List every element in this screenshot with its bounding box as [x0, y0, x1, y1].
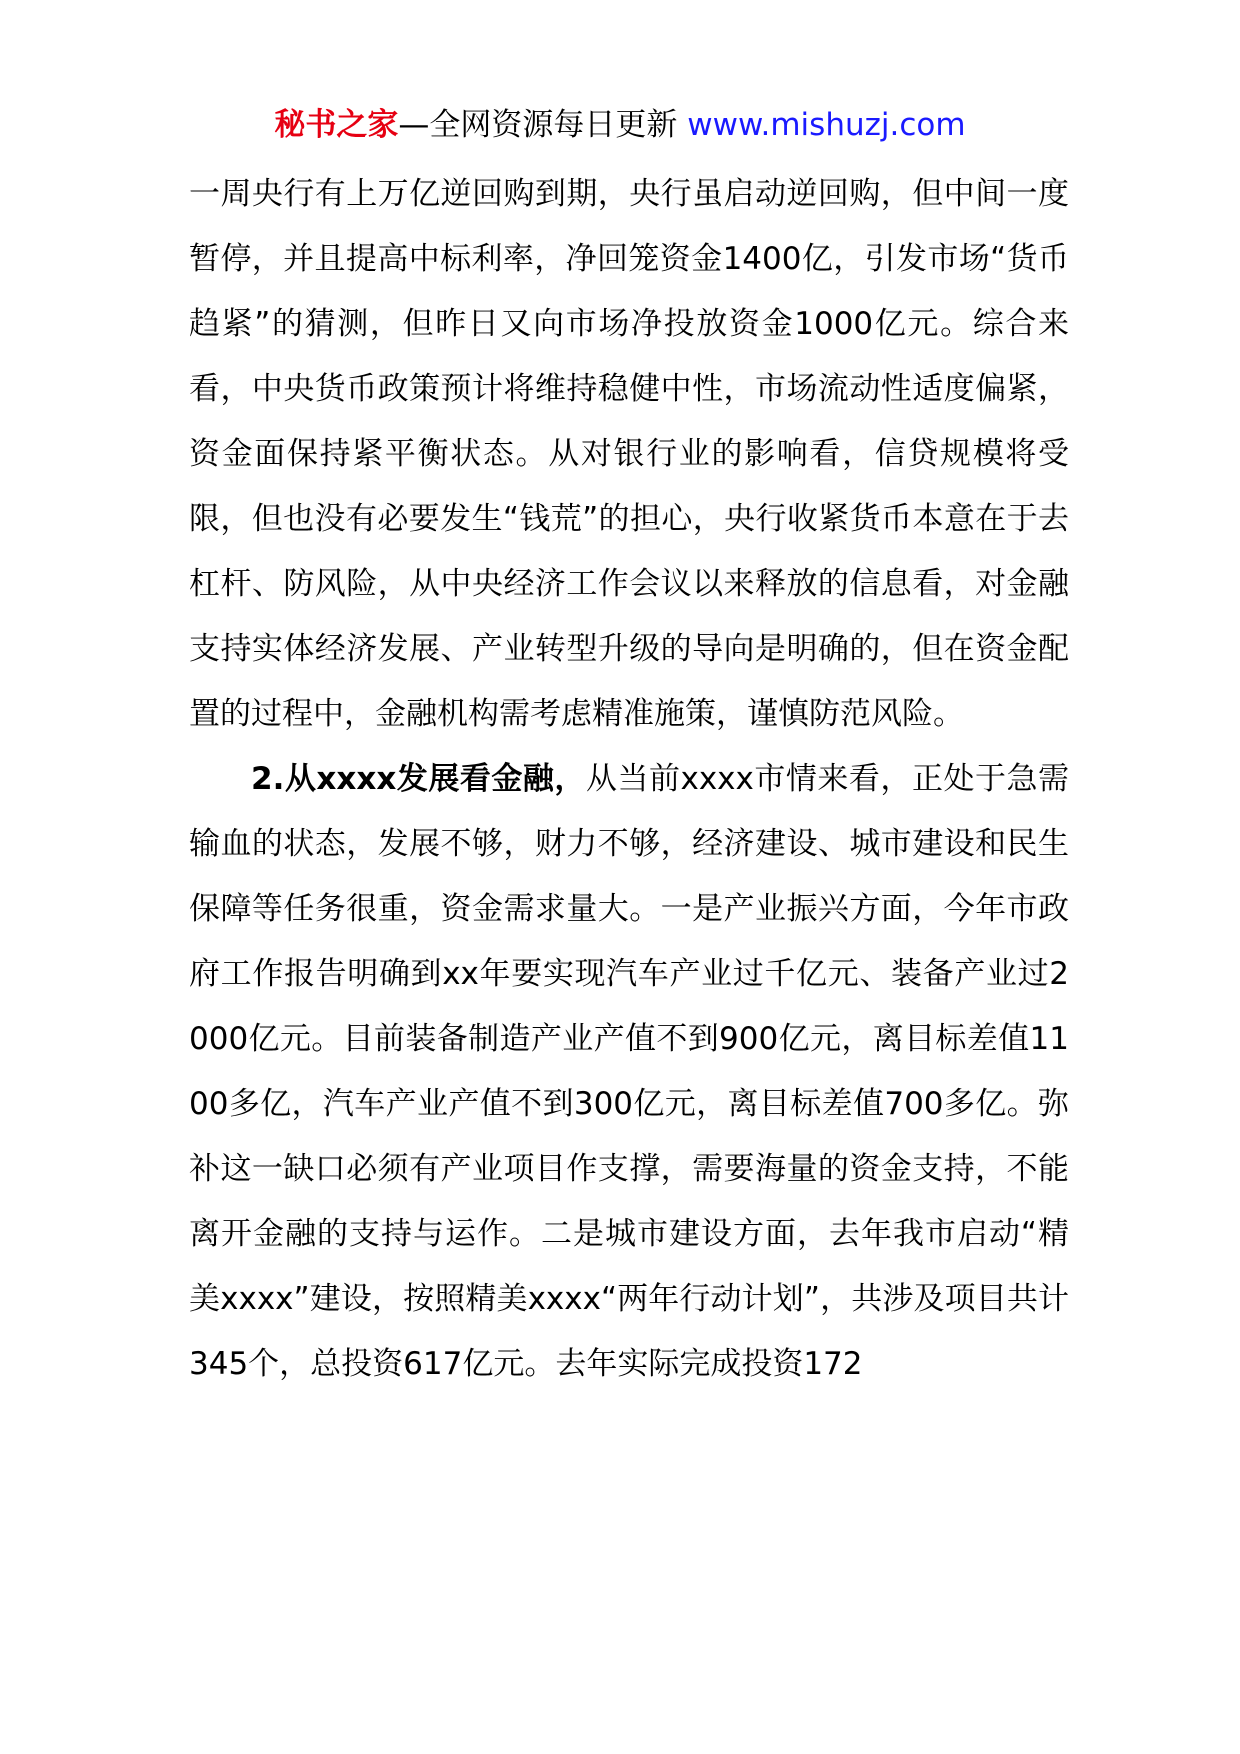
site-brand: 秘书之家	[274, 107, 399, 143]
paragraph-text: 从当前xxxx市情来看，正处于急需输血的状态，发展不够，财力不够，经济建设、城市建设和民生保障等任务很重，资金需求量大。一是产业振兴方面，今年市政府工作报告明确到xx年要实现汽车产业过千亿元、装备产业过2000亿元。目前装备制造产业产值不到900亿元，离目标差值1100多亿，汽车产业产值不到300亿元，离目标差值700多亿。弥补这一缺口必须有产业项目作支撑，需要海量的资金支持，不能离开金融的支持与运作。二是城市建设方面，去年我市启动“精美xxxx”建设，按照精美xxxx“两年行动计划”，共涉及项目共计345个，总投资617亿元。去年实际完成投资172	[189, 761, 1070, 1382]
site-header	[0, 100, 1240, 150]
paragraph-section-2	[189, 747, 1069, 1397]
section-heading: 2.从xxxx发展看金融，	[251, 761, 586, 797]
site-slogan: —全网资源每日更新	[398, 107, 678, 143]
document-body	[189, 162, 1069, 1397]
paragraph-continued	[189, 162, 1069, 747]
paragraph-text: 一周央行有上万亿逆回购到期，央行虽启动逆回购，但中间一度暂停，并且提高中标利率，净回笼资金1400亿，引发市场“货币趋紧”的猜测，但昨日又向市场净投放资金1000亿元。综合来看，中央货币政策预计将维持稳健中性，市场流动性适度偏紧，资金面保持紧平衡状态。从对银行业的影响看，信贷规模将受限，但也没有必要发生“钱荒”的担心，央行收紧货币本意在于去杠杆、防风险，从中央经济工作会议以来释放的信息看，对金融支持实体经济发展、产业转型升级的导向是明确的，但在资金配置的过程中，金融机构需考虑精准施策，谨慎防范风险。	[189, 176, 1069, 732]
site-url-link[interactable]: www.mishuzj.com	[687, 107, 966, 143]
